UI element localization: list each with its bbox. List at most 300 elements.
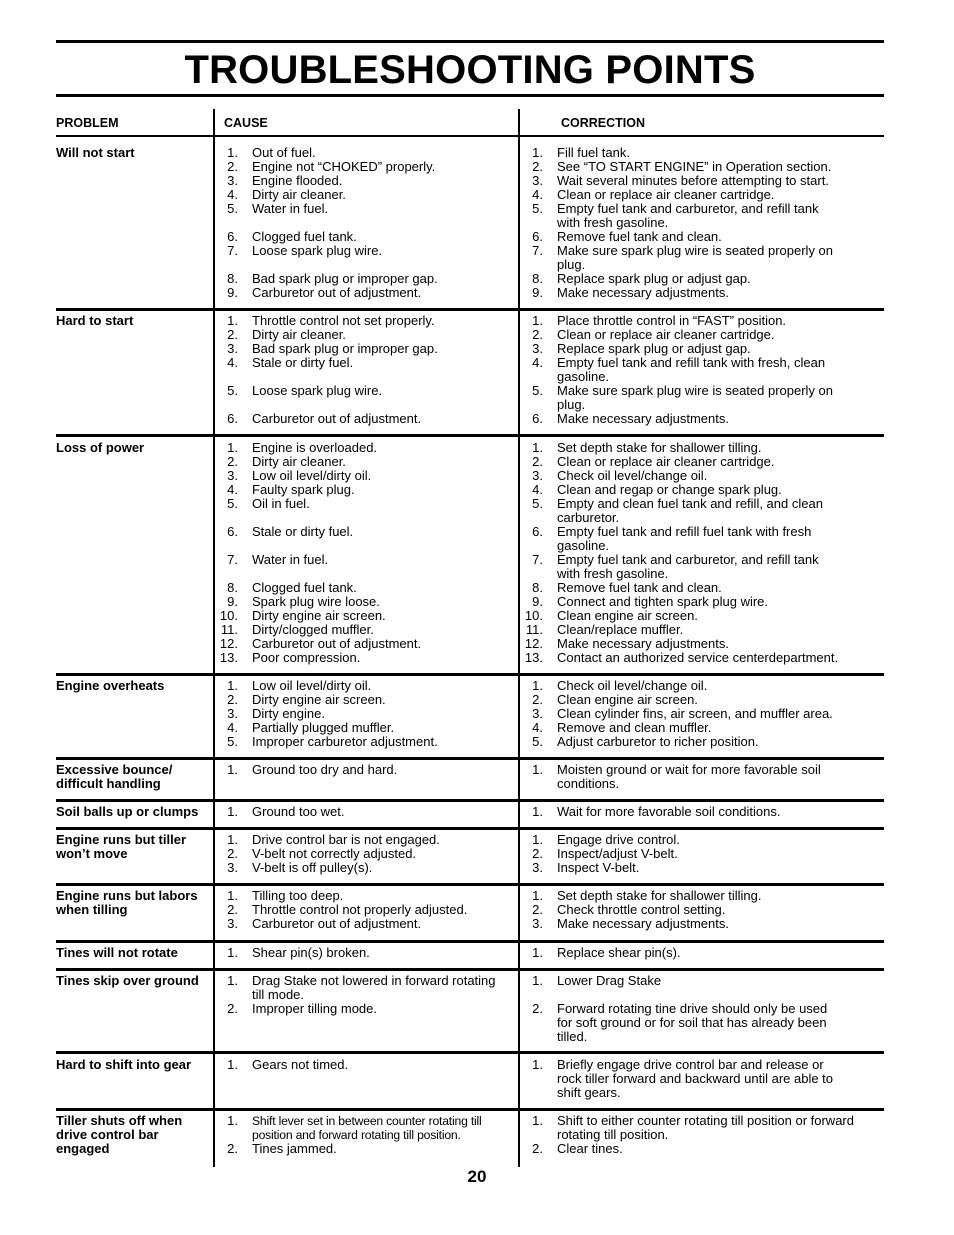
list-item: [216, 356, 518, 370]
problem-label: Will not start: [56, 145, 135, 160]
item-number: 4.: [227, 187, 238, 202]
item-number: 2.: [227, 1141, 238, 1156]
list-item: [216, 1142, 518, 1156]
row-separator: [56, 968, 884, 971]
list-item: [216, 651, 518, 665]
item-text: carburetor.: [557, 510, 620, 525]
item-number: 8.: [227, 271, 238, 286]
header-correction: CORRECTION: [561, 116, 646, 130]
item-number: 2.: [532, 327, 543, 342]
list-item: [216, 595, 518, 609]
list-item: [216, 1058, 518, 1072]
problem-label: Tiller shuts off when drive control bar engaged: [56, 1113, 183, 1156]
item-text: gasoline.: [557, 369, 610, 384]
item-number: 2.: [227, 846, 238, 861]
item-text: Make necessary adjustments.: [557, 411, 729, 426]
item-text: Shift to either counter rotating till position or forward: [557, 1113, 854, 1128]
item-text: Poor compression.: [252, 650, 361, 665]
item-number: 9.: [532, 594, 543, 609]
item-number: 1.: [227, 973, 238, 988]
list-item: [521, 847, 886, 861]
item-text: Lower Drag Stake: [557, 973, 662, 988]
list-item: [216, 230, 518, 244]
list-item: [521, 946, 886, 960]
item-text: Check oil level/change oil.: [557, 468, 708, 483]
item-number: 2.: [227, 902, 238, 917]
item-text: Remove fuel tank and clean.: [557, 229, 722, 244]
item-number: 1.: [532, 945, 543, 960]
item-number: 7.: [227, 243, 238, 258]
list-item: [521, 581, 886, 595]
item-text: Engine flooded.: [252, 173, 343, 188]
item-text: Engage drive control.: [557, 832, 680, 847]
item-text: Make necessary adjustments.: [557, 285, 729, 300]
list-item: [521, 637, 886, 651]
item-number: 2.: [227, 692, 238, 707]
list-item: [216, 1114, 518, 1142]
item-number: 3.: [227, 468, 238, 483]
list-item: [521, 497, 886, 525]
list-item: [216, 623, 518, 637]
list-item: [216, 847, 518, 861]
list-item: [521, 202, 886, 230]
list-item: [216, 693, 518, 707]
item-number: 1.: [227, 145, 238, 160]
list-item: [216, 412, 518, 426]
item-number: 1.: [532, 973, 543, 988]
item-text: Clean engine air screen.: [557, 692, 698, 707]
item-text: Inspect V-belt.: [557, 860, 640, 875]
item-text: Improper carburetor adjustment.: [252, 734, 438, 749]
item-number: 4.: [532, 720, 543, 735]
top-rule: [56, 40, 884, 43]
list-item: [521, 1114, 886, 1142]
item-text: Make necessary adjustments.: [557, 916, 729, 931]
item-number: 1.: [227, 832, 238, 847]
item-number: 8.: [532, 271, 543, 286]
list-item: [216, 286, 518, 300]
item-text: conditions.: [557, 776, 620, 791]
list-item: [216, 903, 518, 917]
item-number: 1.: [227, 678, 238, 693]
item-text: Oil in fuel.: [252, 496, 310, 511]
cause-list: [216, 833, 518, 875]
list-item: [216, 160, 518, 174]
item-text: with fresh gasoline.: [557, 215, 669, 230]
item-number: 2.: [227, 159, 238, 174]
list-item: [216, 861, 518, 875]
item-text: Replace shear pin(s).: [557, 945, 681, 960]
item-number: 9.: [227, 285, 238, 300]
row-separator: [56, 434, 884, 437]
item-number: 10.: [524, 608, 543, 623]
item-text: Connect and tighten spark plug wire.: [557, 594, 769, 609]
item-text: Ground too dry and hard.: [252, 762, 398, 777]
item-text: till mode.: [252, 987, 305, 1002]
item-number: 1.: [532, 762, 543, 777]
problem-label: Engine runs but tiller won’t move: [56, 832, 187, 861]
item-text: Low oil level/dirty oil.: [252, 468, 372, 483]
column-divider-1: [213, 109, 215, 1167]
item-text: Clean or replace air cleaner cartridge.: [557, 187, 775, 202]
page-title: TROUBLESHOOTING POINTS: [184, 48, 756, 92]
item-text: Carburetor out of adjustment.: [252, 916, 422, 931]
list-item: [521, 328, 886, 342]
list-item: [216, 1002, 518, 1016]
item-text: tilled.: [557, 1029, 588, 1044]
item-number: 5.: [227, 734, 238, 749]
item-text: Drag Stake not lowered in forward rotating: [252, 973, 496, 988]
item-text: Water in fuel.: [252, 201, 329, 216]
item-text: Bad spark plug or improper gap.: [252, 271, 438, 286]
header-problem: PROBLEM: [56, 116, 119, 130]
list-item: [216, 946, 518, 960]
row-separator: [56, 799, 884, 802]
item-text: rotating till position.: [557, 1127, 669, 1142]
item-number: 1.: [227, 1113, 238, 1128]
item-text: Out of fuel.: [252, 145, 316, 160]
list-item: [216, 384, 518, 398]
list-item: [216, 637, 518, 651]
item-number: 2.: [532, 1001, 543, 1016]
list-item: [216, 328, 518, 342]
item-text: Fill fuel tank.: [557, 145, 630, 160]
item-text: Clean or replace air cleaner cartridge.: [557, 327, 775, 342]
item-text: V-belt not correctly adjusted.: [252, 846, 417, 861]
item-text: Dirty/clogged muffler.: [252, 622, 374, 637]
item-text: Make sure spark plug wire is seated properly on: [557, 383, 834, 398]
problem-label: Excessive bounce/ difficult handling: [56, 762, 173, 791]
item-text: rock tiller forward and backward until are able to: [557, 1071, 834, 1086]
list-item: [216, 342, 518, 356]
list-item: [521, 483, 886, 497]
item-text: Dirty engine air screen.: [252, 608, 386, 623]
item-text: Clean cylinder fins, air screen, and muffler area.: [557, 706, 833, 721]
list-item: [521, 1142, 886, 1156]
item-number: 13.: [524, 650, 543, 665]
item-text: Set depth stake for shallower tilling.: [557, 440, 762, 455]
item-text: Clean or replace air cleaner cartridge.: [557, 454, 775, 469]
list-item: [216, 244, 518, 258]
item-text: Loose spark plug wire.: [252, 243, 383, 258]
item-text: Place throttle control in “FAST” position.: [557, 313, 787, 328]
list-item: [521, 623, 886, 637]
item-number: 4.: [227, 355, 238, 370]
item-number: 12.: [219, 636, 238, 651]
item-number: 11.: [220, 622, 238, 637]
list-item: [216, 174, 518, 188]
list-item: [521, 384, 886, 412]
item-text: Dirty engine air screen.: [252, 692, 386, 707]
correction-list: [521, 763, 886, 791]
item-number: 4.: [532, 355, 543, 370]
item-text: gasoline.: [557, 538, 610, 553]
header-cause: CAUSE: [224, 116, 268, 130]
item-text: Wait for more favorable soil conditions.: [557, 804, 781, 819]
item-number: 1.: [532, 888, 543, 903]
item-text: Inspect/adjust V-belt.: [557, 846, 678, 861]
list-item: [216, 314, 518, 328]
item-text: Moisten ground or wait for more favorable soil: [557, 762, 821, 777]
list-item: [521, 469, 886, 483]
item-text: Gears not timed.: [252, 1057, 349, 1072]
item-number: 1.: [227, 945, 238, 960]
item-number: 3.: [227, 341, 238, 356]
item-number: 3.: [532, 173, 543, 188]
list-item: [521, 974, 886, 988]
item-text: V-belt is off pulley(s).: [252, 860, 373, 875]
item-number: 5.: [532, 201, 543, 216]
item-number: 3.: [227, 860, 238, 875]
list-item: [216, 483, 518, 497]
title-rule: [56, 94, 884, 97]
item-number: 2.: [532, 159, 543, 174]
problem-label: Engine runs but labors when tilling: [56, 888, 198, 917]
row-separator: [56, 673, 884, 676]
list-item: [521, 146, 886, 160]
list-item: [521, 525, 886, 553]
item-number: 1.: [227, 804, 238, 819]
item-number: 2.: [227, 1001, 238, 1016]
list-item: [521, 272, 886, 286]
problem-label: Hard to start: [56, 313, 134, 328]
item-number: 6.: [532, 411, 543, 426]
item-number: 2.: [532, 692, 543, 707]
item-text: Tines jammed.: [252, 1141, 337, 1156]
list-item: [521, 412, 886, 426]
item-number: 2.: [532, 902, 543, 917]
item-number: 3.: [532, 468, 543, 483]
item-text: Loose spark plug wire.: [252, 383, 383, 398]
item-text: Clean and regap or change spark plug.: [557, 482, 782, 497]
item-text: Improper tilling mode.: [252, 1001, 377, 1016]
item-text: Replace spark plug or adjust gap.: [557, 271, 751, 286]
item-text: Replace spark plug or adjust gap.: [557, 341, 751, 356]
list-item: [216, 609, 518, 623]
item-number: 8.: [532, 580, 543, 595]
item-number: 3.: [532, 916, 543, 931]
list-item: [216, 455, 518, 469]
item-text: Set depth stake for shallower tilling.: [557, 888, 762, 903]
cause-list: [216, 946, 518, 960]
problem-label: Engine overheats: [56, 678, 165, 693]
item-text: Dirty air cleaner.: [252, 454, 346, 469]
list-item: [521, 721, 886, 735]
item-number: 6.: [227, 229, 238, 244]
item-text: Wait several minutes before attempting to start.: [557, 173, 829, 188]
item-text: Stale or dirty fuel.: [252, 524, 354, 539]
item-number: 6.: [532, 524, 543, 539]
list-item: [521, 903, 886, 917]
item-text: position and forward rotating till position.: [252, 1128, 461, 1142]
item-number: 2.: [532, 1141, 543, 1156]
item-number: 1.: [532, 678, 543, 693]
item-text: Shear pin(s) broken.: [252, 945, 370, 960]
item-number: 1.: [227, 440, 238, 455]
list-item: [521, 763, 886, 791]
item-text: Carburetor out of adjustment.: [252, 411, 422, 426]
item-number: 1.: [532, 1057, 543, 1072]
list-item: [521, 174, 886, 188]
row-separator: [56, 1108, 884, 1111]
item-number: 11.: [525, 622, 543, 637]
item-number: 7.: [532, 552, 543, 567]
item-text: Adjust carburetor to richer position.: [557, 734, 759, 749]
correction-list: [521, 889, 886, 931]
correction-list: [521, 1058, 886, 1100]
item-text: Empty fuel tank and carburetor, and refill tank: [557, 201, 819, 216]
item-number: 1.: [532, 440, 543, 455]
item-text: Clean/replace muffler.: [557, 622, 684, 637]
list-item: [521, 160, 886, 174]
cause-list: [216, 146, 518, 300]
list-item: [521, 286, 886, 300]
item-text: Remove and clean muffler.: [557, 720, 712, 735]
item-number: 1.: [227, 762, 238, 777]
item-text: Clean engine air screen.: [557, 608, 698, 623]
item-text: Throttle control not set properly.: [252, 313, 435, 328]
correction-list: [521, 314, 886, 426]
item-number: 2.: [227, 454, 238, 469]
item-text: Empty and clean fuel tank and refill, and clean: [557, 496, 823, 511]
item-text: Make sure spark plug wire is seated properly on: [557, 243, 834, 258]
list-item: [521, 1002, 886, 1044]
item-text: Engine not “CHOKED” properly.: [252, 159, 436, 174]
list-item: [216, 974, 518, 1002]
list-item: [216, 763, 518, 777]
list-item: [521, 342, 886, 356]
item-number: 1.: [227, 1057, 238, 1072]
list-item: [521, 244, 886, 272]
item-number: 1.: [532, 145, 543, 160]
list-item: [521, 651, 886, 665]
list-item: [216, 188, 518, 202]
item-number: 6.: [227, 524, 238, 539]
item-number: 5.: [227, 201, 238, 216]
list-item: [216, 441, 518, 455]
correction-list: [521, 833, 886, 875]
list-item: [521, 314, 886, 328]
item-number: 3.: [227, 916, 238, 931]
row-separator: [56, 757, 884, 760]
item-number: 3.: [532, 860, 543, 875]
item-number: 12.: [524, 636, 543, 651]
item-text: Check throttle control setting.: [557, 902, 726, 917]
item-number: 4.: [227, 482, 238, 497]
list-item: [216, 469, 518, 483]
item-number: 1.: [532, 1113, 543, 1128]
item-number: 1.: [532, 804, 543, 819]
item-text: Engine is overloaded.: [252, 440, 378, 455]
cause-list: [216, 1058, 518, 1072]
list-item: [521, 1058, 886, 1100]
item-text: Spark plug wire loose.: [252, 594, 380, 609]
list-item: [521, 707, 886, 721]
list-item: [521, 889, 886, 903]
list-item: [216, 581, 518, 595]
header-rule: [56, 135, 884, 137]
cause-list: [216, 441, 518, 665]
item-text: Empty fuel tank and carburetor, and refill tank: [557, 552, 819, 567]
correction-list: [521, 679, 886, 749]
item-text: Bad spark plug or improper gap.: [252, 341, 438, 356]
list-item: [521, 230, 886, 244]
list-item: [521, 441, 886, 455]
list-item: [216, 805, 518, 819]
table-header: [0, 110, 954, 136]
list-item: [216, 833, 518, 847]
item-number: 13.: [219, 650, 238, 665]
item-text: Briefly engage drive control bar and release or: [557, 1057, 824, 1072]
correction-list: [521, 441, 886, 665]
item-number: 6.: [532, 229, 543, 244]
item-text: Ground too wet.: [252, 804, 345, 819]
list-item: [216, 707, 518, 721]
item-text: shift gears.: [557, 1085, 621, 1100]
cause-list: [216, 974, 518, 1016]
item-text: Partially plugged muffler.: [252, 720, 395, 735]
list-item: [521, 833, 886, 847]
page-number: 20: [467, 1167, 487, 1186]
item-number: 7.: [227, 552, 238, 567]
list-item: [216, 721, 518, 735]
item-text: Forward rotating tine drive should only be used: [557, 1001, 828, 1016]
item-number: 3.: [227, 706, 238, 721]
list-item: [216, 735, 518, 749]
item-number: 5.: [532, 496, 543, 511]
item-number: 4.: [532, 482, 543, 497]
list-item: [521, 356, 886, 384]
list-item: [521, 693, 886, 707]
list-item: [521, 861, 886, 875]
row-separator: [56, 1051, 884, 1054]
cause-list: [216, 805, 518, 819]
item-text: Remove fuel tank and clean.: [557, 580, 722, 595]
item-text: Stale or dirty fuel.: [252, 355, 354, 370]
item-number: 8.: [227, 580, 238, 595]
list-item: [216, 202, 518, 216]
item-number: 9.: [227, 594, 238, 609]
cause-list: [216, 1114, 518, 1156]
cause-list: [216, 889, 518, 931]
item-text: Faulty spark plug.: [252, 482, 355, 497]
item-number: 10.: [219, 608, 238, 623]
item-number: 1.: [227, 888, 238, 903]
correction-list: [521, 1114, 886, 1156]
item-text: Tilling too deep.: [252, 888, 344, 903]
cause-list: [216, 679, 518, 749]
list-item: [521, 679, 886, 693]
item-number: 6.: [227, 411, 238, 426]
item-text: Clogged fuel tank.: [252, 229, 357, 244]
item-text: with fresh gasoline.: [557, 566, 669, 581]
list-item: [521, 188, 886, 202]
list-item: [521, 805, 886, 819]
item-text: See “TO START ENGINE” in Operation section.: [557, 159, 832, 174]
problem-label: Tines will not rotate: [56, 945, 178, 960]
list-item: [216, 679, 518, 693]
item-number: 9.: [532, 285, 543, 300]
item-number: 5.: [532, 383, 543, 398]
row-separator: [56, 883, 884, 886]
item-number: 5.: [532, 734, 543, 749]
item-text: Check oil level/change oil.: [557, 678, 708, 693]
item-text: Throttle control not properly adjusted.: [252, 902, 468, 917]
item-number: 2.: [227, 327, 238, 342]
item-text: Drive control bar is not engaged.: [252, 832, 440, 847]
problem-label: Hard to shift into gear: [56, 1057, 192, 1072]
item-number: 3.: [532, 341, 543, 356]
